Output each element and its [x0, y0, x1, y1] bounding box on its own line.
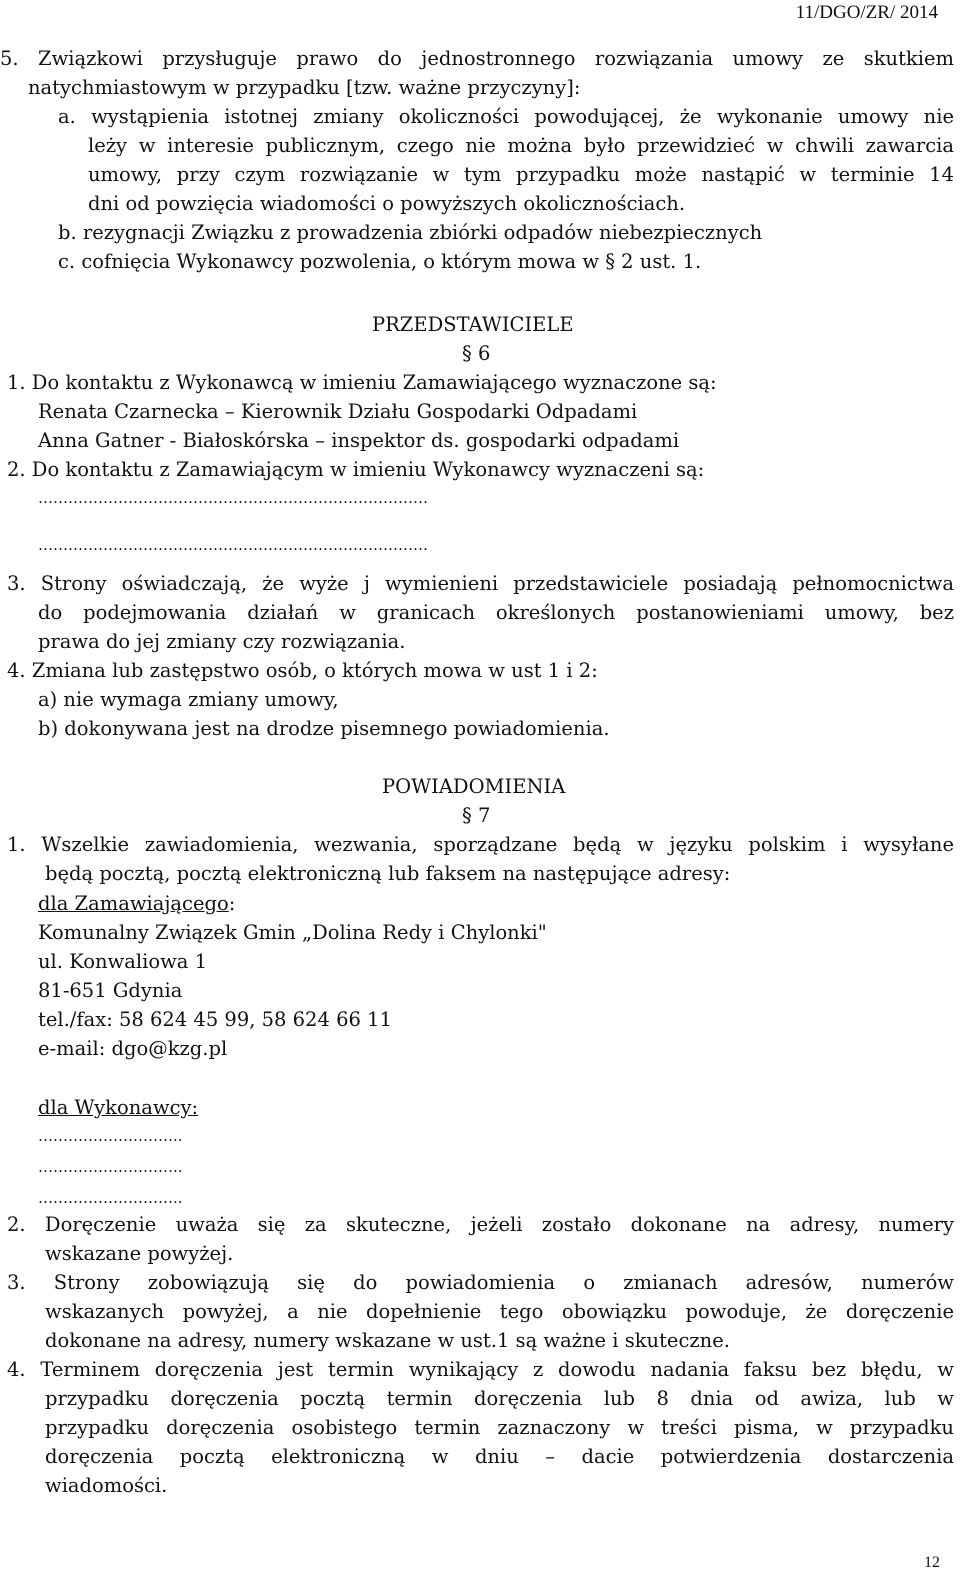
client-city: 81-651 Gdynia [38, 979, 183, 1002]
s6-p3-line2: do podejmowania działań w granicach określonych postanowieniami umowy, bez [38, 601, 954, 624]
s7-p4-line2: przypadku doręczenia pocztą termin doręczenia lub 8 dnia od awiza, lub w [45, 1387, 954, 1410]
s7-p2-line2: wskazane powyżej. [45, 1242, 234, 1265]
section7-number: § 7 [462, 804, 491, 827]
s7-p4-line5: wiadomości. [45, 1474, 168, 1497]
p5-a-line3: umowy, przy czym rozwiązanie w tym przypadku może nastąpić w terminie 14 [88, 163, 954, 186]
p5-a-line1: a. wystąpienia istotnej zmiany okoliczności powodującej, że wykonanie umowy nie [58, 105, 954, 128]
contractor-dots-line2: ……………………….. [38, 1158, 183, 1176]
contractor-heading: dla Wykonawcy: [38, 1096, 199, 1119]
section7-title: POWIADOMIENIA [382, 775, 566, 798]
client-org-name: Komunalny Związek Gmin „Dolina Redy i Chylonki" [38, 921, 547, 944]
client-email: e-mail: dgo@kzg.pl [38, 1037, 228, 1060]
p5-b: b. rezygnacji Związku z prowadzenia zbiórki odpadów niebezpiecznych [58, 221, 763, 244]
s6-dots-line2: …………………………………………………………………… [38, 536, 428, 554]
s7-p1-line2: będą pocztą, pocztą elektroniczną lub faksem na następujące adresy: [45, 862, 731, 885]
s6-p1-person2: Anna Gatner - Białoskórska – inspektor ds. gospodarki odpadami [38, 429, 680, 452]
p5-line2: natychmiastowym w przypadku [tzw. ważne przyczyny]: [28, 76, 581, 99]
client-heading [38, 889, 235, 918]
s6-p4-b: b) dokonywana jest na drodze pisemnego powiadomienia. [38, 717, 610, 740]
s7-p1-line1: 1. Wszelkie zawiadomienia, wezwania, sporządzane będą w języku polskim i wysyłane [7, 833, 954, 856]
s7-p3-line1: 3. Strony zobowiązują się do powiadomienia o zmianach adresów, numerów [7, 1271, 954, 1294]
client-heading-label: dla Zamawiającego [38, 892, 229, 915]
s7-p3-line2: wskazanych powyżej, a nie dopełnienie tego obowiązku powoduje, że doręczenie [45, 1300, 954, 1323]
p5-c: c. cofnięcia Wykonawcy pozwolenia, o którym mowa w § 2 ust. 1. [58, 250, 702, 273]
section6-title: PRZEDSTAWICIELE [372, 313, 574, 336]
s6-dots-line1: …………………………………………………………………… [38, 489, 428, 507]
contractor-dots-line3: ……………………….. [38, 1189, 183, 1207]
s7-p4-line1: 4. Terminem doręczenia jest termin wynikający z dowodu nadania faksu bez błędu, w [7, 1358, 954, 1381]
s6-p4-a: a) nie wymaga zmiany umowy, [38, 688, 339, 711]
s6-p1: 1. Do kontaktu z Wykonawcą w imieniu Zamawiającego wyznaczone są: [7, 371, 717, 394]
s6-p3-line3: prawa do jej zmiany czy rozwiązania. [38, 630, 406, 653]
s6-p1-person1: Renata Czarnecka – Kierownik Działu Gospodarki Odpadami [38, 400, 638, 423]
s6-p3-line1: 3. Strony oświadczają, że wyże j wymienieni przedstawiciele posiadają pełnomocnictwa [7, 572, 954, 595]
contractor-dots-line1: ……………………….. [38, 1127, 183, 1145]
s7-p2-line1: 2. Doręczenie uważa się za skuteczne, jeżeli zostało dokonane na adresy, numery [7, 1213, 954, 1236]
s7-p4-line3: przypadku doręczenia osobistego termin zaznaczony w treści pisma, w przypadku [45, 1416, 954, 1439]
page-number: 12 [924, 1554, 940, 1571]
p5-a-line4: dni od powzięcia wiadomości o powyższych okolicznościach. [88, 192, 686, 215]
document-reference: 11/DGO/ZR/ 2014 [795, 2, 938, 23]
client-street: ul. Konwaliowa 1 [38, 950, 207, 973]
s6-p2: 2. Do kontaktu z Zamawiającym w imieniu Wykonawcy wyznaczeni są: [7, 458, 705, 481]
s7-p3-line3: dokonane na adresy, numery wskazane w ust.1 są ważne i skuteczne. [45, 1329, 730, 1352]
client-heading-colon: : [228, 892, 236, 915]
p5-a-line2: leży w interesie publicznym, czego nie można było przewidzieć w chwili zawarcia [88, 134, 954, 157]
section6-number: § 6 [462, 342, 491, 365]
s6-p4: 4. Zmiana lub zastępstwo osób, o których mowa w ust 1 i 2: [7, 659, 598, 682]
p5-line1: 5. Związkowi przysługuje prawo do jednostronnego rozwiązania umowy ze skutkiem [0, 47, 954, 70]
s7-p4-line4: doręczenia pocztą elektroniczną w dniu – dacie potwierdzenia dostarczenia [45, 1445, 954, 1468]
client-phone: tel./fax: 58 624 45 99, 58 624 66 11 [38, 1008, 392, 1031]
